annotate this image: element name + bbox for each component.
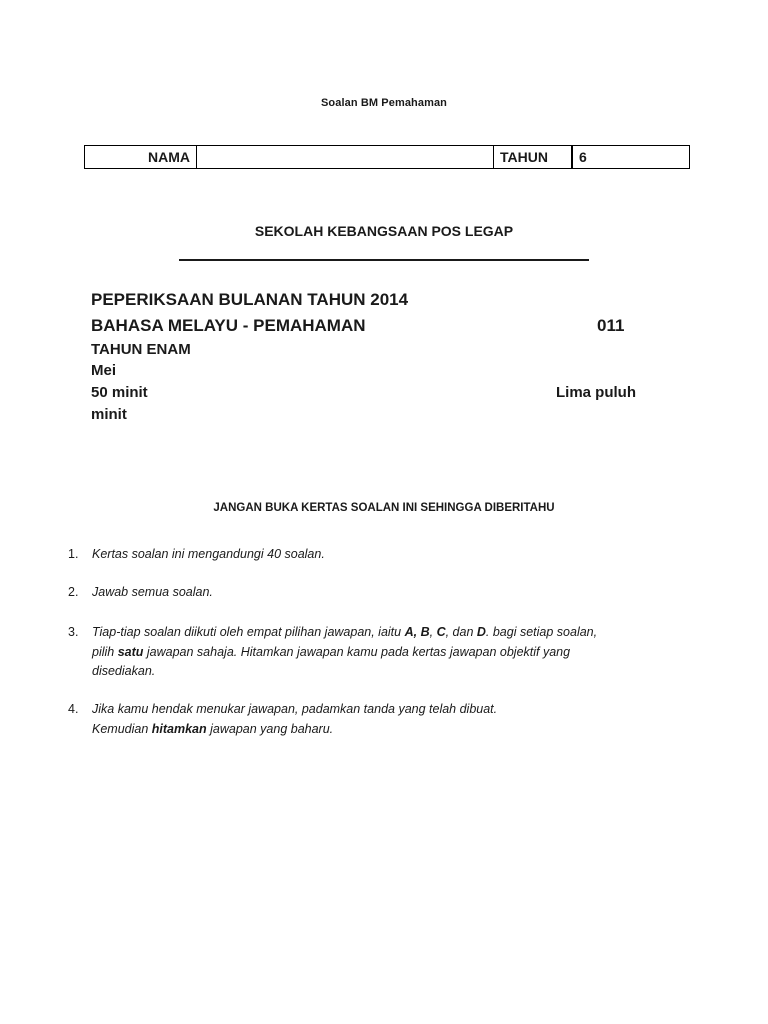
instruction-text: Kemudian bbox=[92, 721, 152, 736]
instruction-1 bbox=[68, 545, 688, 565]
exam-code: 011 bbox=[597, 316, 625, 335]
exam-year: TAHUN ENAM bbox=[91, 341, 191, 358]
exam-duration-words-cont: minit bbox=[91, 406, 127, 423]
instruction-number: 2. bbox=[68, 585, 79, 599]
instruction-4 bbox=[68, 700, 688, 739]
instruction-3 bbox=[68, 623, 688, 682]
instruction-text: . bagi setiap soalan, bbox=[485, 625, 598, 639]
tahun-field[interactable]: 6 bbox=[572, 146, 690, 169]
school-name: SEKOLAH KEBANGSAAN POS LEGAP bbox=[254, 223, 514, 239]
exam-duration: 50 minit bbox=[91, 384, 148, 401]
exam-duration-words: Lima puluh bbox=[556, 384, 636, 401]
instruction-text: Jika kamu hendak menukar jawapan, padamkan tanda yang telah dibuat. bbox=[92, 702, 498, 716]
exam-subject: BAHASA MELAYU - PEMAHAMAN bbox=[91, 316, 366, 335]
school-underline bbox=[179, 259, 589, 261]
student-info-table bbox=[84, 145, 690, 169]
instruction-number: 3. bbox=[68, 625, 79, 639]
separator: , bbox=[429, 625, 437, 639]
exam-month: Mei bbox=[91, 362, 117, 379]
instruction-text: pilih bbox=[92, 644, 118, 659]
option-c: C bbox=[436, 625, 446, 639]
instruction-3-line-3: disediakan. bbox=[92, 664, 156, 678]
instruction-text: jawapan sahaja. Hitamkan jawapan kamu pada kertas jawapan objektif yang bbox=[143, 644, 571, 659]
instruction-2 bbox=[68, 583, 688, 603]
document-header: Soalan BM Pemahaman bbox=[321, 97, 447, 109]
instruction-text: Jawab semua soalan. bbox=[92, 585, 213, 599]
exam-title: PEPERIKSAAN BULANAN TAHUN 2014 bbox=[91, 290, 409, 309]
nama-label: NAMA bbox=[85, 146, 197, 169]
tahun-label: TAHUN bbox=[494, 146, 573, 169]
instruction-number: 4. bbox=[68, 702, 79, 716]
instruction-number: 1. bbox=[68, 547, 79, 561]
instruction-text: jawapan yang baharu. bbox=[206, 721, 334, 736]
nama-field[interactable] bbox=[197, 146, 494, 169]
instruction-text: Kertas soalan ini mengandungi 40 soalan. bbox=[92, 547, 325, 561]
instruction-3-line-2 bbox=[68, 643, 688, 663]
emphasis-hitamkan: hitamkan bbox=[151, 721, 207, 736]
warning-notice: JANGAN BUKA KERTAS SOALAN INI SEHINGGA DIBERITAHU bbox=[213, 502, 555, 514]
emphasis-satu: satu bbox=[117, 644, 144, 659]
instruction-text: Tiap-tiap soalan diikuti oleh empat pilihan jawapan, iaitu bbox=[92, 625, 405, 639]
option-b: B bbox=[420, 625, 430, 639]
option-a: A, bbox=[404, 625, 418, 639]
separator: , dan bbox=[445, 625, 477, 639]
option-d: D bbox=[476, 625, 486, 639]
instruction-4-line-2 bbox=[68, 720, 688, 740]
